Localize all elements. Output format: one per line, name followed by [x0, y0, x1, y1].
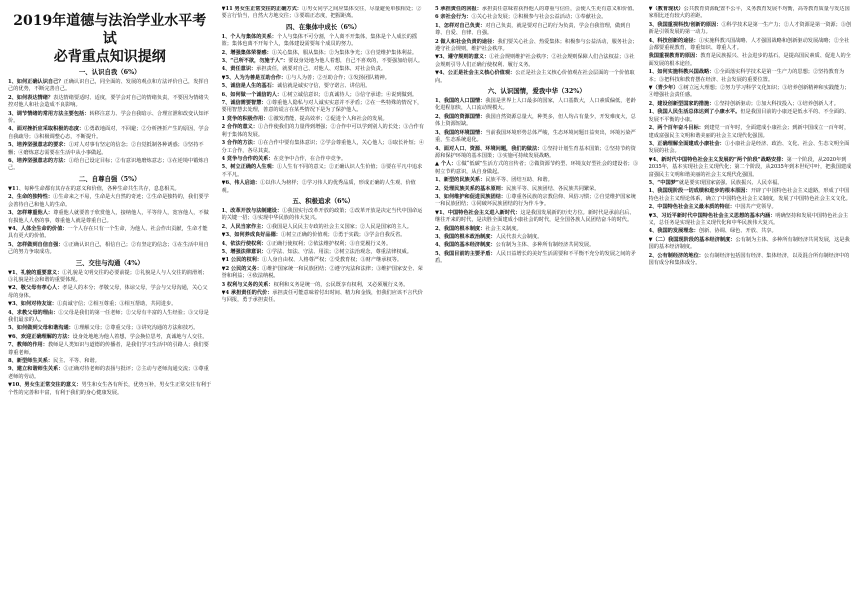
item-text: ①树立诚信意识；②真诚待人；③信守承诺；④说到做到。	[282, 91, 418, 98]
item-text: 诚信就是诚实守信，要守诺言、讲信用。	[277, 83, 371, 90]
knowledge-item	[222, 164, 426, 179]
knowledge-item	[222, 116, 426, 123]
knowledge-item	[222, 34, 426, 49]
item-text: ①生命来之不易，生命是大自然的奇迹；②生命是独特的，我们要学会善待自己和他人的生命。	[8, 194, 209, 208]
item-text: ①树立远大理想；②努力学习科学文化知识；③培养创新精神和实践能力；④增强社会责任感。	[648, 85, 850, 99]
item-text: ①科学技术是第一生产力；②人才资源是第一资源；③创新是引领发展的第一动力。	[648, 21, 852, 36]
section-heading: 一、认识自我（6%）	[78, 68, 141, 76]
knowledge-item	[435, 226, 639, 233]
item-key: ▼6、欢迎正确理解的方法：	[8, 333, 73, 340]
knowledge-item	[222, 282, 426, 289]
knowledge-item	[435, 114, 639, 129]
item-key: ▲ 个人：	[435, 161, 457, 168]
item-key: 7、教师的作用：	[8, 342, 48, 349]
item-text: ①正确行使权利；②依法维护权利；③自觉履行义务。	[266, 240, 392, 247]
item-text: ①给自己设定目标；②有意识地磨炼意志；③在逆境中锻炼自己。	[8, 158, 209, 172]
item-key: 4、我国的发展理念：	[648, 228, 699, 235]
knowledge-item	[222, 257, 426, 264]
item-key: 2 做人和社会负责的途径：	[435, 38, 498, 45]
item-key: 7、诚信需要智慧：	[221, 100, 267, 107]
item-text: 个人与集体不可分割，个人离不开集体，集体是个人成长的摇篮；集体也离不开每个人，集体建设需要每个成员的努力。	[221, 33, 418, 48]
item-key: 2、增强集体荣誉感：	[221, 49, 272, 56]
item-key: 6、如何做一个诚信的人：	[221, 91, 283, 98]
item-text: 就是要实现国家富强、民族振兴、人民幸福。	[678, 179, 783, 186]
item-key: 5、树立正确的人生观：	[221, 164, 277, 171]
knowledge-item	[649, 157, 853, 179]
knowledge-item	[8, 111, 212, 126]
item-key: 3、“己所不欲，勿施于人”：	[221, 58, 289, 65]
item-text: ①人身自由权、人格尊严权；②受教育权；③财产继承权等。	[262, 257, 403, 264]
item-text: ①礼貌是文明交往的必要前提；②礼貌是人与人交往的润滑剂；③礼貌是社会和谐的重要体现。	[8, 269, 208, 283]
item-text: 公有制经济包括国有经济、集体经济，以及混合所有制经济中的国有成分和集体成分。	[648, 252, 850, 266]
item-text: 要设身处地为他人着想，自己不喜欢的，不要强加给别人。	[288, 58, 424, 65]
knowledge-item	[8, 358, 212, 365]
knowledge-item	[8, 95, 212, 110]
knowledge-item	[8, 366, 212, 381]
item-key: 2、处理民族关系的基本原则：	[435, 185, 507, 192]
knowledge-item	[222, 180, 426, 195]
item-key: 4 竞争与合作的关系：	[221, 155, 274, 162]
item-key: ▼5、人为为善是互助合作：	[221, 74, 287, 81]
item-key: 1 竞争的积极作用：	[221, 115, 269, 122]
item-key: 9、建立和谐师生关系：	[8, 366, 64, 373]
item-text: 但是我国目前的小康还是低水平的、不全面的、发展不平衡的小康。	[648, 109, 850, 123]
knowledge-item	[649, 141, 853, 156]
item-text: 表达情绪要适时、适度，要学会对自己的情绪负责，不要因为情绪失控对他人和社会造成不良影响。	[8, 94, 209, 109]
knowledge-item	[222, 249, 426, 256]
knowledge-item	[435, 70, 639, 85]
knowledge-item	[435, 251, 639, 266]
knowledge-item	[435, 186, 639, 193]
knowledge-item	[222, 58, 426, 65]
item-text: 公有制为主体、多种所有制经济共同发展，这是我国的基本经济制度。	[648, 236, 850, 251]
knowledge-item	[649, 85, 853, 100]
item-key: ▼6、伟人启迪：	[221, 180, 261, 187]
item-key: 2、两个百年奋斗目标：	[648, 125, 704, 132]
item-text: ①我国实行改革开放的政策；②改革开放是决定当代中国命运的关键一招；③实现中华民族的伟大复兴。	[221, 207, 423, 222]
item-text: 开辟了中国特色社会主义道路，形成了中国特色社会主义理论体系，确立了中国特色社会主义制度，发展了中国特色社会主义文化。	[648, 188, 851, 202]
knowledge-item	[8, 142, 212, 157]
item-text: 设身处地地为他人着想，学会换位思考，真诚地与人交往。	[72, 333, 208, 340]
knowledge-item	[222, 241, 426, 248]
section-heading: 三、交往与沟通（4%）	[75, 258, 144, 267]
section-heading: 六、认识国情，爱我中华（32%）	[487, 87, 586, 96]
item-text: 教育是民族振兴、社会进步的基石，是提高国民素质、促进人的全面发展的根本途径。	[648, 53, 851, 67]
item-text: ①在合作中要有集体意识；②学会尊重他人，关心他人；③取长补短；④分工合作，各尽其责。	[221, 140, 425, 154]
item-key: 5 承担责任的回报：	[435, 6, 482, 12]
knowledge-item	[8, 210, 212, 225]
item-key: 6、培养坚强意志的方法：	[8, 158, 69, 165]
knowledge-item	[649, 253, 853, 268]
section-heading: 二、自尊自强（5%）	[78, 174, 141, 183]
item-key: 1、个人与集体的关系：	[221, 33, 277, 40]
column-2	[222, 6, 426, 589]
knowledge-item	[649, 228, 853, 235]
item-key: 4、面对人口、资源、环境问题，我们的做法：	[435, 145, 543, 152]
item-text: 到建党一百年时，全面建成小康社会；到新中国成立一百年时，建成富强民主文明和谐美丽的社会主义现代化强国。	[648, 125, 850, 139]
knowledge-item	[435, 14, 639, 21]
item-key: ▼4、公正是社会主义核心价值观：	[435, 70, 516, 77]
knowledge-item	[649, 38, 853, 53]
item-key: 1、如何正确认识自己？	[8, 79, 64, 85]
knowledge-item	[222, 75, 426, 82]
item-key: ▼1、中国特色社会主义进入新时代：	[435, 209, 521, 216]
item-key: ▼4、新时代中国特色社会主义发展的“两个阶段”战略安排：	[648, 156, 787, 163]
item-text: 对自己负责，就是要对自己的行为负责，学会自我管理，做到自尊、自爱、自律、自强。	[435, 22, 631, 37]
item-text: 一个人存在只有一个生命，为他人、社会作出贡献，生命才能具有更大的价值。	[8, 225, 208, 240]
item-key: 5、我国目前的主要矛盾：	[435, 250, 496, 257]
item-key: 6 亲社会行为：	[435, 14, 472, 21]
item-key: 4、面对挫折应采取积极的态度：	[8, 126, 85, 133]
item-text: ①坚持计划生育基本国策；②坚持节约资源和保护环境的基本国策；③实施可持续发展战略。	[435, 145, 636, 159]
knowledge-item	[8, 334, 212, 341]
item-text: 孝是人的本分；孝敬父母，体谅父母，学会与父母沟通，关心父母的身体。	[8, 285, 208, 299]
item-text: 公正是社会主义核心价值观在社会层面的一个价值取向。	[435, 70, 635, 84]
item-text: ①尊重他人隐私与对人诚实实意并不矛盾；②在一些特殊的情况下，要用智慧去处理，善意的谎言在某些情况下是为了保护他人。	[221, 100, 423, 114]
item-key: 5、培养坚强意志的要求：	[8, 142, 69, 149]
item-text: ①关心社会发展；②积极参与社会公益活动；③奉献社会。	[471, 14, 607, 21]
knowledge-item	[8, 226, 212, 241]
knowledge-item	[435, 98, 639, 113]
knowledge-item	[435, 161, 639, 176]
knowledge-item	[435, 23, 639, 38]
item-text: ①树立正确的价值观；②勇于实践；③学会自我反省。	[280, 232, 406, 239]
knowledge-item	[8, 301, 212, 308]
item-key: ▼（二）我国现阶段的基本经济制度：	[648, 236, 736, 243]
knowledge-item	[8, 270, 212, 285]
item-text: 社会主义制度。	[485, 225, 522, 232]
item-text: 公有制为主体、多种所有制经济共同发展。	[495, 242, 595, 249]
knowledge-item	[222, 50, 426, 57]
knowledge-item	[222, 140, 426, 155]
knowledge-item	[222, 66, 426, 73]
knowledge-item	[8, 382, 212, 397]
knowledge-item	[222, 232, 426, 239]
knowledge-item	[222, 156, 426, 163]
item-key: 3、怎样尊重他人：	[8, 210, 54, 217]
knowledge-item	[435, 6, 639, 13]
knowledge-item	[435, 146, 639, 161]
item-key: ▼10、男女生正常交往的意义：	[8, 382, 82, 389]
item-text: ①人生有不同的意义；②正确认识人生价值；③要在平凡中追求不平凡。	[221, 164, 423, 178]
section-heading: 四、在集体中成长（6%）	[286, 22, 361, 31]
item-key: 2、建设创新型国家的措施：	[648, 100, 715, 107]
knowledge-item	[8, 242, 212, 257]
item-key: 3、我国的根本政治制度：	[435, 233, 496, 240]
knowledge-item	[222, 100, 426, 115]
item-text: 民族平等、团结互助、和谐。	[485, 177, 553, 184]
item-key: 2、生命的独特性：	[8, 194, 54, 201]
item-text: ①实施科教兴国战略、人才强国战略和创新驱动发展战略；②全社会都要重视教育，尊重知识、尊重人才。	[648, 37, 850, 52]
item-key: 4、依法行使权利：	[221, 240, 267, 247]
knowledge-item	[435, 210, 639, 225]
knowledge-item	[435, 130, 639, 145]
item-key: 1、如何实施科教兴国战略：	[648, 69, 715, 76]
item-text: ①做“低碳”生活方式的宣传者；②做资源节约型、环境友好型社会的建设者；③树立节约意识，从自身做起。	[435, 161, 639, 175]
item-text: ①与人为善；②互助合作；③发扬团队精神。	[286, 74, 390, 81]
item-key: 5、诚信是人生的基石：	[221, 83, 277, 90]
knowledge-item	[435, 234, 639, 241]
knowledge-item	[435, 54, 639, 69]
item-key: 2、我国的根本制度：	[435, 225, 486, 232]
item-key: 1、怎样对自己负责：	[435, 22, 486, 29]
knowledge-item	[649, 6, 853, 21]
item-key: 我国重视教育的原因：	[648, 53, 701, 60]
knowledge-item	[649, 125, 853, 140]
item-text: 权利和义务是统一的，公民既享有权利，又必须履行义务。	[273, 281, 409, 288]
column-1	[8, 6, 212, 589]
item-key: 2 合作的意义：	[221, 124, 259, 131]
item-key: 3、调节情绪的常用方法主要包括：	[8, 110, 90, 117]
item-key: ▼2、敬父母有孝心人：	[8, 285, 63, 292]
item-key: ▼4 承担责任的代价：	[221, 290, 273, 296]
item-key: 4、求教父母的理由：	[8, 309, 59, 316]
item-text: ①我国是人民民主专政的社会主义国家；②人民是国家的主人。	[266, 223, 412, 230]
item-text: 承担责任，就要对自己、对他人、对集体、对社会负责。	[256, 66, 386, 73]
item-text: ①社会规则维护社会秩序；②社会规则保障人们合法权益；③社会规则引导人们正确行使权利、履行义务。	[435, 54, 635, 68]
title-line-1: 2019年道德与法治学业水平考试	[13, 13, 207, 47]
knowledge-item	[8, 325, 212, 332]
item-key: ▼2 公民的义务：	[221, 265, 263, 272]
item-key: 2、中国特色社会主义最本质的特征：	[648, 204, 736, 211]
item-key: ▼3、如何养成良好品德：	[221, 232, 281, 239]
item-text: ①坚持创新驱动；②加大科技投入；③培养创新人才。	[714, 100, 839, 107]
knowledge-item	[8, 79, 212, 94]
knowledge-item	[8, 342, 212, 357]
item-key: 4、责任意识：	[221, 66, 257, 73]
item-text: 尊重他人就要善于欣赏他人，接纳他人，平等待人，宽容他人，不做有损他人人格的事，尊重他人就是尊重自己。	[8, 210, 209, 224]
item-text: 我国自然资源总量大，种类多，但人均占有量少，开发难度大，总体上资源短缺。	[435, 113, 636, 128]
knowledge-item	[435, 242, 639, 249]
item-text: 在竞争中合作，在合作中竞争。	[273, 155, 347, 162]
item-key: 2、人民当家作主：	[221, 223, 267, 230]
item-key: ▼3、习近平新时代中国特色社会主义思想的基本内涵：	[648, 212, 776, 219]
column-3	[435, 6, 639, 589]
item-key: 2、如何表达情绪？	[8, 94, 54, 101]
knowledge-item	[222, 124, 426, 139]
item-key: ▼3、遵守规则的意义：	[435, 54, 490, 61]
item-text: ①正确认识自己，相信自己；②有坚定的信念；③在生活中用自己的努力争取成功。	[8, 241, 209, 256]
knowledge-item	[8, 126, 212, 141]
item-key: 1、我国现阶段一切成绩和进步的根本原因：	[648, 188, 751, 195]
document-title	[8, 12, 212, 66]
item-text: 创新、协调、绿色、开放、共享。	[698, 228, 777, 235]
knowledge-item	[222, 83, 426, 90]
item-key: 4、我国的基本经济制度：	[435, 242, 496, 249]
item-key: 1、我国的人口国情：	[435, 98, 486, 105]
knowledge-item	[649, 180, 853, 187]
knowledge-item	[649, 69, 853, 84]
item-text: ①男女同学之间应集体交往，尽量避免单独相处；②要言行恰当，自然大方地交往；③要端正态度，把握距离。	[221, 6, 422, 20]
knowledge-item	[222, 208, 426, 223]
item-key: 3 合作的方法：	[221, 140, 259, 147]
item-text: 民主、平等、和谐。	[53, 358, 100, 364]
item-text: ①学法、知法、守法、用法；②树立法治观念，尊重法律权威。	[266, 248, 412, 255]
knowledge-item	[8, 186, 212, 193]
item-text: 男生和女生各有所长，优势互补，男女生正常交往有利于个性的完善和丰富，有利于我们的身心健康发展。	[8, 382, 212, 396]
item-key: ▼4、人体全生命的价值：	[8, 225, 68, 232]
item-key: 2、我国的资源国情：	[435, 113, 486, 120]
knowledge-item	[222, 92, 426, 99]
item-text: 民族平等、民族团结、各民族共同繁荣。	[506, 185, 600, 192]
knowledge-item	[8, 285, 212, 300]
item-key: 5、怎样做到自信自强：	[8, 241, 64, 248]
item-text: ①小康社会是经济、政治、文化、社会、生态文明全面发展的社会。	[648, 140, 850, 155]
knowledge-item	[649, 188, 853, 203]
item-text: 人民代表大会制度。	[495, 233, 543, 240]
item-key: ▼1 公民的权利：	[221, 257, 263, 264]
knowledge-item	[222, 6, 426, 21]
knowledge-item	[8, 310, 212, 325]
item-key: 3、如何维护和促进民族团结：	[435, 193, 507, 200]
item-key: 2、公有制经济的地位：	[648, 252, 704, 259]
item-text: ①理解父母；②尊重父母；③讲究沟通的方法和技巧。	[73, 325, 199, 332]
knowledge-item	[649, 109, 853, 124]
knowledge-item	[8, 158, 212, 173]
item-text: ①父母是我们的第一任老师；②父母有丰富的人生经验；③父母是我们最亲的人。	[8, 309, 209, 323]
knowledge-item	[649, 204, 853, 211]
item-text: 我们要关心社会、热爱集体；积极参与公益活动，服务社会；遵守社会规则，维护社会秩序。	[435, 38, 638, 53]
item-text: ①激发潜能，提高效率；②促进个人和社会的发展。	[268, 115, 388, 122]
knowledge-item	[649, 237, 853, 252]
item-key: 5、“中国梦”	[648, 179, 679, 186]
item-key: ▼3、如何对待友谊：	[8, 301, 58, 308]
item-text: ①勇敢地面对，不回避；②分析挫折产生的原因，学会自我疏导；③积极调整心态，不断提升。	[8, 126, 209, 140]
knowledge-item	[435, 194, 639, 209]
item-text: ①关心集体，服从集体；②为集体争光；③自觉维护集体利益。	[271, 49, 418, 56]
item-text: ①全面落实科学技术是第一生产力的思想；②坚持教育为本；③把科技和教育摆在经济、社会发展的重要位置。	[648, 69, 845, 83]
item-text: ①以伟人为榜样；②学习伟人的优秀品质，形成正确的人生观、价值观。	[221, 180, 416, 194]
item-text: ①正确对待老师的表扬与批评；②主动与老师沟通交流；③尊重老师的劳动。	[8, 366, 209, 380]
knowledge-item	[435, 39, 639, 54]
item-text: 第一个阶段，从2020年到2035年，基本实现社会主义现代化；第二个阶段，从2035年到本世纪中叶，把我国建成富强民主文明和谐美丽的社会主义现代化强国。	[648, 156, 852, 178]
knowledge-item	[222, 224, 426, 231]
item-key: 8、新型师生关系：	[8, 358, 54, 364]
item-text: ①真诚守信；②相互尊重；③相互帮助，共同进步。	[57, 301, 177, 308]
item-text: 公共教育资源配置不公平，义务教育发展不均衡，高等教育质量与发达国家相比还有较大的差距。	[648, 6, 850, 20]
item-text: 当前我国环境形势总体严峻，生态环境问题日益突出，环境污染严重，生态系统退化。	[435, 129, 636, 144]
item-key: 1、改革开放与法制建设：	[221, 207, 283, 214]
knowledge-item	[649, 213, 853, 228]
item-text: 1、每种生命都有其存在的意义和价值，各种生命共生共存，息息相关。	[15, 185, 180, 192]
item-text: ①尊重各民族的宗教信仰、风俗习惯；②自觉维护国家统一和民族团结；③同破坏民族团结的行为作斗争。	[435, 193, 636, 208]
title-line-2: 必背重点知识提纲	[53, 49, 166, 65]
item-key: 1、新型的民族关系：	[435, 177, 486, 184]
item-text: 人民日益增长的美好生活需要和不平衡不充分的发展之间的矛盾。	[435, 250, 636, 265]
item-key: 5、如何做到父母和谐沟通：	[8, 325, 74, 332]
item-text: 转移注意力、学会自我暗示、合理宣泄和改变认知评价。	[8, 110, 209, 125]
item-text: 承担责任可能意味着付出时间、精力和金钱，但我们应该不言代价与回报，勇于承担责任。	[221, 290, 423, 304]
item-text: 我国是世界上人口最多的国家，人口基数大，人口素质偏低，老龄化进程加快，人口流动规模大。	[435, 98, 636, 112]
item-text: 中国共产党领导。	[735, 204, 777, 211]
item-key: 5、增强法律意识：	[221, 248, 267, 255]
item-text: 教师是人类知识与道德的传播者，是我们学习生活中的引路人；我们要尊重老师。	[8, 342, 209, 356]
item-key: ▼1、礼貌的重要意义：	[8, 269, 63, 276]
column-4	[649, 6, 853, 589]
item-text: 明确坚持和发展中国特色社会主义，总任务是实现社会主义现代化和中华民族伟大复兴。	[648, 212, 849, 226]
item-key: ▼1	[8, 185, 16, 192]
item-key: 4、科技创新的途径：	[648, 37, 699, 44]
item-key: ▼（教育现状）	[648, 6, 684, 12]
knowledge-item	[222, 290, 426, 305]
item-text: 这是我国发展新的历史方位。新时代是承前启后、继往开来的时代，是决胜全面建成小康社会的时代，是全国各族人民团结奋斗的时代。	[435, 209, 635, 224]
item-text: ①合作使我们的力量得到增强；②合作中可以学到别人的长处；③合作有利于集体的发展。	[221, 124, 425, 138]
item-text: 承担责任意味着获得他人的尊重与信任，会使人生更有意义和价值。	[481, 6, 638, 12]
knowledge-item	[649, 22, 853, 37]
item-key: ▼（青少年）	[648, 85, 679, 92]
item-text: 正确认识自己，同全面的、发展的观点和方法评价自己，发挥自己的优势，不断完善自己。	[8, 79, 209, 93]
item-key: 3 权利与义务的关系：	[221, 281, 274, 288]
knowledge-item	[649, 101, 853, 108]
section-heading: 五、积极追求（6%）	[292, 196, 355, 205]
item-key: 3、我国的环境国情：	[435, 129, 486, 136]
item-key: ▼11 男女生正常交往的正确方式：	[221, 6, 302, 12]
item-key: 1、我国人民生活总体达到了小康水平。	[648, 109, 741, 116]
item-text: ①对人对事有坚定的信念；②自觉抵制各种诱惑；③坚持不懈；④磨炼意志需要在生活中从小事做起。	[8, 142, 204, 156]
item-key: 3、我国重视科技/创新的原因：	[648, 21, 722, 28]
knowledge-item	[435, 177, 639, 184]
knowledge-item	[222, 266, 426, 281]
item-text: ①维护国家统一和民族团结；②遵守宪法和法律；③维护国家安全、荣誉和利益；④依法纳税。	[221, 265, 423, 280]
knowledge-item	[649, 53, 853, 68]
item-key: 3、正确理解全面建成小康社会：	[648, 140, 725, 147]
knowledge-item	[8, 194, 212, 209]
